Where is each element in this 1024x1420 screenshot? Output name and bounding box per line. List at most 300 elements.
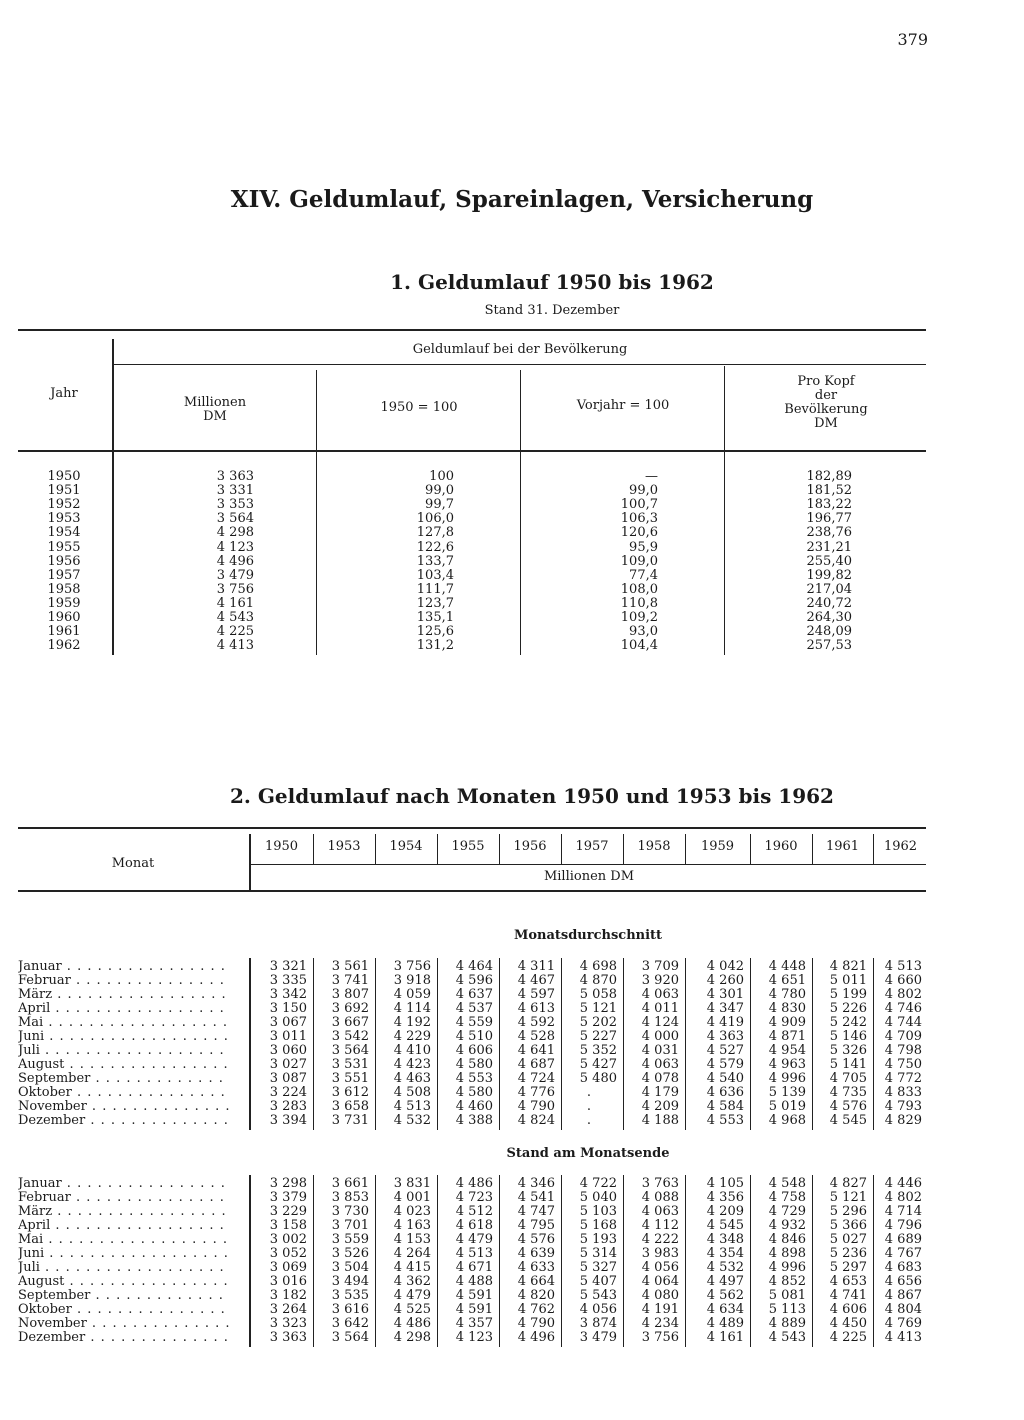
value-cell-1954: 4 532 [393,1113,431,1128]
value-cell-1959: 4 636 [706,1085,744,1100]
value-cell-1961: 4 653 [829,1274,867,1289]
value-cell-1953: 3 535 [331,1288,369,1303]
value-cell-1955: 4 486 [455,1176,493,1191]
cell-jahr: 1960 [47,610,81,625]
value-cell-1950: 3 052 [269,1246,307,1261]
cell-prokopf: 248,09 [806,624,852,640]
value-cell-1962: 4 413 [884,1330,922,1345]
value-cell-1955: 4 512 [455,1204,493,1219]
value-cell-1956: 4 346 [517,1176,555,1191]
value-cell-1961: 5 296 [829,1204,867,1219]
value-cell-1954: 4 023 [393,1204,431,1219]
value-cell-1957: 5 103 [579,1204,617,1219]
value-cell-1956: 4 528 [517,1029,555,1044]
value-cell-1954: 4 508 [393,1085,431,1100]
value-cell-1957: 5 227 [579,1029,617,1044]
value-cell-1962: 4 767 [884,1246,922,1261]
table-row [18,583,928,597]
value-cell-1957: 5 168 [579,1218,617,1233]
table-row [18,569,928,583]
cell-prokopf: 231,21 [806,539,852,555]
month-label: Juni . . . [18,1247,230,1261]
value-cell-1958: 4 179 [641,1085,679,1100]
value-cell-1962: 4 513 [884,959,922,974]
month-label: September . . . [18,1072,230,1086]
value-cell-1962: 4 867 [884,1288,922,1303]
subheading-monatsdurchschnitt: Monatsdurchschnitt [513,928,663,943]
cell-index-1950: 125,6 [416,624,454,640]
value-cell-1957: 5 327 [579,1260,617,1275]
value-cell-1953: 3 526 [331,1246,369,1261]
value-cell-1953: 3 730 [331,1204,369,1219]
table-row [18,1205,928,1219]
value-cell-1956: 4 790 [517,1099,555,1114]
value-cell-1953: 3 642 [331,1316,369,1331]
cell-vorjahr: 109,2 [620,610,658,625]
header-unit: Millionen DM [543,869,635,884]
value-cell-1957: 4 056 [579,1302,617,1317]
section2-title: 2. Geldumlauf nach Monaten 1950 und 1953 bis 1962 [230,784,834,808]
cell-vorjahr: 93,0 [629,624,658,640]
value-cell-1954: 4 163 [393,1218,431,1233]
value-cell-1956: 4 724 [517,1071,555,1086]
value-cell-1950: 3 069 [269,1260,307,1275]
value-cell-1962: 4 714 [884,1204,922,1219]
value-cell-1961: 5 121 [829,1190,867,1205]
value-cell-1955: 4 637 [455,987,493,1002]
value-cell-1950: 3 016 [269,1274,307,1289]
value-cell-1957: 5 352 [579,1043,617,1058]
month-label: März . . . [18,988,230,1002]
cell-index-1950: 106,0 [416,511,454,527]
value-cell-1958: 4 112 [641,1218,679,1233]
value-cell-1962: 4 683 [884,1260,922,1275]
table-row [18,1219,928,1233]
value-cell-1960: 5 019 [768,1099,806,1114]
cell-index-1950: 127,8 [416,525,454,541]
value-cell-1950: 3 087 [269,1071,307,1086]
value-cell-1961: 5 011 [829,973,867,988]
value-cell-1960: 5 113 [768,1302,806,1317]
value-cell-1953: 3 542 [331,1029,369,1044]
value-cell-1960: 5 139 [768,1085,806,1100]
table1-header-rule [18,450,926,452]
table1-group-rule [112,364,926,365]
value-cell-1961: 5 242 [829,1015,867,1030]
year-header-1957: 1957 [575,839,609,854]
cell-millionen: 4 123 [216,539,254,555]
header-mio-line1: Millionen [183,395,247,410]
table-row [18,625,928,639]
value-cell-1957: 5 193 [579,1232,617,1247]
value-cell-1953: 3 807 [331,987,369,1002]
value-cell-1960: 4 543 [768,1330,806,1345]
value-cell-1955: 4 488 [455,1274,493,1289]
value-cell-1960: 4 448 [768,959,806,974]
value-cell-1956: 4 541 [517,1190,555,1205]
value-cell-1954: 4 463 [393,1071,431,1086]
year-divider [561,834,562,864]
cell-prokopf: 199,82 [806,567,852,583]
value-cell-1958: 4 063 [641,987,679,1002]
cell-vorjahr: 100,7 [620,497,658,513]
cell-millionen: 3 564 [216,511,254,527]
year-divider [499,834,500,864]
value-cell-1954: 4 410 [393,1043,431,1058]
table-row [18,1016,928,1030]
table-row [18,1317,928,1331]
cell-index-1950: 123,7 [416,595,454,611]
value-cell-1961: 5 226 [829,1001,867,1016]
table-row [18,1086,928,1100]
value-cell-1956: 4 639 [517,1246,555,1261]
year-divider [437,834,438,864]
value-cell-1959: 4 419 [706,1015,744,1030]
year-divider [750,834,751,864]
value-cell-1960: 4 548 [768,1176,806,1191]
cell-prokopf: 255,40 [806,553,852,569]
value-cell-1955: 4 618 [455,1218,493,1233]
cell-vorjahr: — [645,469,658,484]
value-cell-1958: 4 234 [641,1316,679,1331]
value-cell-1953: 3 692 [331,1001,369,1016]
value-cell-1953: 3 504 [331,1260,369,1275]
value-cell-1958: 4 063 [641,1204,679,1219]
value-cell-1950: 3 283 [269,1099,307,1114]
cell-vorjahr: 120,6 [620,525,658,541]
value-cell-1950: 3 363 [269,1330,307,1345]
value-cell-1950: 3 394 [269,1113,307,1128]
value-cell-1961: 4 741 [829,1288,867,1303]
value-cell-1959: 4 042 [706,959,744,974]
header-group: Geldumlauf bei der Bevölkerung [412,342,628,357]
month-label: August . . . [18,1058,230,1072]
value-cell-1959: 4 363 [706,1029,744,1044]
table-row [18,639,928,653]
value-cell-1954: 4 001 [393,1190,431,1205]
cell-vorjahr: 95,9 [629,539,658,555]
value-cell-1953: 3 494 [331,1274,369,1289]
page-number: 379 [897,30,928,49]
month-label: Dezember . . . [18,1114,230,1128]
value-cell-1959: 4 354 [706,1246,744,1261]
value-cell-1957: 5 058 [579,987,617,1002]
cell-prokopf: 181,52 [806,483,852,499]
value-cell-1957: 5 202 [579,1015,617,1030]
value-cell-1953: 3 853 [331,1190,369,1205]
value-cell-1958: 3 983 [641,1246,679,1261]
value-cell-1955: 4 591 [455,1302,493,1317]
value-cell-1950: 3 298 [269,1176,307,1191]
value-cell-1955: 4 723 [455,1190,493,1205]
cell-index-1950: 99,7 [425,497,454,513]
month-label: Dezember . . . [18,1331,230,1345]
value-cell-1962: 4 709 [884,1029,922,1044]
value-cell-1950: 3 182 [269,1288,307,1303]
month-label: Februar . . . [18,1191,230,1205]
table-row [18,512,928,526]
value-cell-1956: 4 687 [517,1057,555,1072]
cell-jahr: 1959 [47,595,81,611]
value-cell-1962: 4 798 [884,1043,922,1058]
month-label: März . . . [18,1205,230,1219]
value-cell-1956: 4 762 [517,1302,555,1317]
header-mio-line2: DM [203,409,227,424]
value-cell-1957: 3 479 [579,1330,617,1345]
month-label: November . . . [18,1317,230,1331]
value-cell-1956: 4 820 [517,1288,555,1303]
value-cell-1954: 4 229 [393,1029,431,1044]
cell-prokopf: 182,89 [806,469,852,484]
table-row [18,555,928,569]
value-cell-1962: 4 446 [884,1176,922,1191]
value-cell-1955: 4 580 [455,1057,493,1072]
table-row [18,1044,928,1058]
value-cell-1957: 5 480 [579,1071,617,1086]
header-prokopf-line2: der [814,388,838,403]
value-cell-1954: 4 362 [393,1274,431,1289]
value-cell-1958: 4 078 [641,1071,679,1086]
value-cell-1960: 4 852 [768,1274,806,1289]
value-cell-1960: 4 651 [768,973,806,988]
value-cell-1956: 4 747 [517,1204,555,1219]
table-row [18,484,928,498]
value-cell-1955: 4 513 [455,1246,493,1261]
month-label: Oktober . . . [18,1303,230,1317]
value-cell-1962: 4 689 [884,1232,922,1247]
table-row [18,1177,928,1191]
header-vorjahr: Vorjahr = 100 [576,398,670,413]
value-cell-1958: 4 088 [641,1190,679,1205]
table-row [18,1303,928,1317]
value-cell-1955: 4 464 [455,959,493,974]
cell-jahr: 1958 [47,581,81,597]
table-row [18,526,928,540]
value-cell-1953: 3 564 [331,1330,369,1345]
section1-title: 1. Geldumlauf 1950 bis 1962 [390,270,714,294]
subheading-monatsende: Stand am Monatsende [506,1146,670,1161]
value-cell-1950: 3 011 [269,1029,307,1044]
value-cell-1954: 4 153 [393,1232,431,1247]
value-cell-1950: 3 264 [269,1302,307,1317]
value-cell-1960: 4 932 [768,1218,806,1233]
value-cell-1957: 3 874 [579,1316,617,1331]
cell-vorjahr: 106,3 [620,511,658,527]
year-header-1961: 1961 [825,839,860,854]
value-cell-1950: 3 229 [269,1204,307,1219]
cell-millionen: 3 756 [216,581,254,597]
month-label: Oktober . . . [18,1086,230,1100]
value-cell-1955: 4 591 [455,1288,493,1303]
value-cell-1958: 3 709 [641,959,679,974]
header-prokopf-line4: DM [814,416,838,431]
table1-top-rule [18,329,926,331]
value-cell-1960: 4 889 [768,1316,806,1331]
value-cell-1962: 4 656 [884,1274,922,1289]
value-cell-1962: 4 829 [884,1113,922,1128]
value-cell-1955: 4 537 [455,1001,493,1016]
value-cell-1953: 3 658 [331,1099,369,1114]
value-cell-1950: 3 335 [269,973,307,988]
table-row [18,1058,928,1072]
year-header-1960: 1960 [764,839,798,854]
cell-jahr: 1951 [47,483,81,499]
value-cell-1957: . [586,1099,592,1114]
value-cell-1959: 4 497 [706,1274,744,1289]
value-cell-1959: 4 347 [706,1001,744,1016]
cell-prokopf: 264,30 [806,610,852,625]
year-header-1958: 1958 [637,839,671,854]
value-cell-1961: 5 326 [829,1043,867,1058]
value-cell-1962: 4 660 [884,973,922,988]
value-cell-1955: 4 460 [455,1099,493,1114]
value-cell-1959: 4 209 [706,1204,744,1219]
cell-index-1950: 103,4 [416,567,454,583]
value-cell-1959: 4 301 [706,987,744,1002]
value-cell-1956: 4 641 [517,1043,555,1058]
value-cell-1959: 4 356 [706,1190,744,1205]
value-cell-1959: 4 348 [706,1232,744,1247]
value-cell-1959: 4 489 [706,1316,744,1331]
value-cell-1954: 4 423 [393,1057,431,1072]
cell-jahr: 1962 [47,638,81,654]
value-cell-1956: 4 592 [517,1015,555,1030]
value-cell-1961: 5 199 [829,987,867,1002]
value-cell-1950: 3 150 [269,1001,307,1016]
value-cell-1957: 5 040 [579,1190,617,1205]
cell-prokopf: 238,76 [806,525,852,541]
table-row [18,1030,928,1044]
value-cell-1960: 4 871 [768,1029,806,1044]
value-cell-1958: 4 080 [641,1288,679,1303]
header-prokopf-line1: Pro Kopf [797,374,855,389]
value-cell-1962: 4 746 [884,1001,922,1016]
value-cell-1959: 4 579 [706,1057,744,1072]
table-row [18,1233,928,1247]
value-cell-1953: 3 559 [331,1232,369,1247]
value-cell-1958: 4 064 [641,1274,679,1289]
table-row [18,1289,928,1303]
value-cell-1954: 4 486 [393,1316,431,1331]
cell-jahr: 1955 [47,539,81,555]
value-cell-1962: 4 796 [884,1218,922,1233]
year-divider [375,834,376,864]
value-cell-1953: 3 731 [331,1113,369,1128]
value-cell-1960: 4 758 [768,1190,806,1205]
value-cell-1958: 3 756 [641,1330,679,1345]
value-cell-1954: 4 114 [393,1001,431,1016]
value-cell-1961: 5 297 [829,1260,867,1275]
value-cell-1960: 4 909 [768,1015,806,1030]
table-row [18,498,928,512]
value-cell-1954: 4 479 [393,1288,431,1303]
value-cell-1956: 4 824 [517,1113,555,1128]
value-cell-1954: 4 525 [393,1302,431,1317]
value-cell-1958: 4 063 [641,1057,679,1072]
value-cell-1954: 4 264 [393,1246,431,1261]
month-label: Juli . . . [18,1044,230,1058]
value-cell-1959: 4 260 [706,973,744,988]
value-cell-1959: 4 584 [706,1099,744,1114]
cell-prokopf: 240,72 [806,595,852,611]
value-cell-1959: 4 540 [706,1071,744,1086]
value-cell-1960: 4 898 [768,1246,806,1261]
value-cell-1956: 4 664 [517,1274,555,1289]
value-cell-1956: 4 790 [517,1316,555,1331]
value-cell-1950: 3 224 [269,1085,307,1100]
value-cell-1953: 3 741 [331,973,369,988]
value-cell-1950: 3 060 [269,1043,307,1058]
value-cell-1959: 4 545 [706,1218,744,1233]
cell-index-1950: 131,2 [416,638,454,654]
cell-jahr: 1956 [47,553,81,569]
value-cell-1961: 5 146 [829,1029,867,1044]
value-cell-1961: 4 821 [829,959,867,974]
value-cell-1956: 4 633 [517,1260,555,1275]
value-cell-1961: 4 606 [829,1302,867,1317]
cell-millionen: 4 413 [216,638,254,654]
value-cell-1961: 4 705 [829,1071,867,1086]
value-cell-1954: 3 918 [393,973,431,988]
year-header-1956: 1956 [513,839,547,854]
month-label: Januar . . . [18,960,230,974]
value-cell-1955: 4 580 [455,1085,493,1100]
header-index-1950: 1950 = 100 [380,400,458,415]
year-divider [313,834,314,864]
value-cell-1961: 5 027 [829,1232,867,1247]
table-row [18,988,928,1002]
table-row [18,974,928,988]
table2-header-rule [18,890,926,892]
cell-vorjahr: 104,4 [620,638,658,654]
value-cell-1960: 4 996 [768,1260,806,1275]
value-cell-1957: 5 427 [579,1057,617,1072]
value-cell-1950: 3 002 [269,1232,307,1247]
month-label: April . . . [18,1219,230,1233]
cell-prokopf: 257,53 [806,638,852,654]
chapter-title: XIV. Geldumlauf, Spareinlagen, Versicherung [230,186,814,213]
cell-index-1950: 133,7 [416,553,454,569]
value-cell-1959: 4 562 [706,1288,744,1303]
value-cell-1956: 4 496 [517,1330,555,1345]
value-cell-1958: 4 011 [641,1001,679,1016]
cell-vorjahr: 108,0 [620,581,658,597]
value-cell-1959: 4 105 [706,1176,744,1191]
value-cell-1962: 4 772 [884,1071,922,1086]
table-row [18,1072,928,1086]
value-cell-1950: 3 321 [269,959,307,974]
cell-millionen: 4 543 [216,610,254,625]
value-cell-1958: 4 188 [641,1113,679,1128]
value-cell-1956: 4 776 [517,1085,555,1100]
value-cell-1956: 4 467 [517,973,555,988]
value-cell-1960: 4 968 [768,1113,806,1128]
value-cell-1958: 4 191 [641,1302,679,1317]
value-cell-1950: 3 379 [269,1190,307,1205]
value-cell-1955: 4 123 [455,1330,493,1345]
cell-jahr: 1961 [47,624,81,640]
value-cell-1950: 3 342 [269,987,307,1002]
table-row [18,1114,928,1128]
cell-prokopf: 183,22 [806,497,852,513]
cell-prokopf: 217,04 [806,581,852,597]
value-cell-1950: 3 027 [269,1057,307,1072]
value-cell-1958: 4 124 [641,1015,679,1030]
cell-index-1950: 122,6 [416,539,454,555]
value-cell-1957: . [586,1085,592,1100]
value-cell-1953: 3 564 [331,1043,369,1058]
value-cell-1962: 4 802 [884,1190,922,1205]
